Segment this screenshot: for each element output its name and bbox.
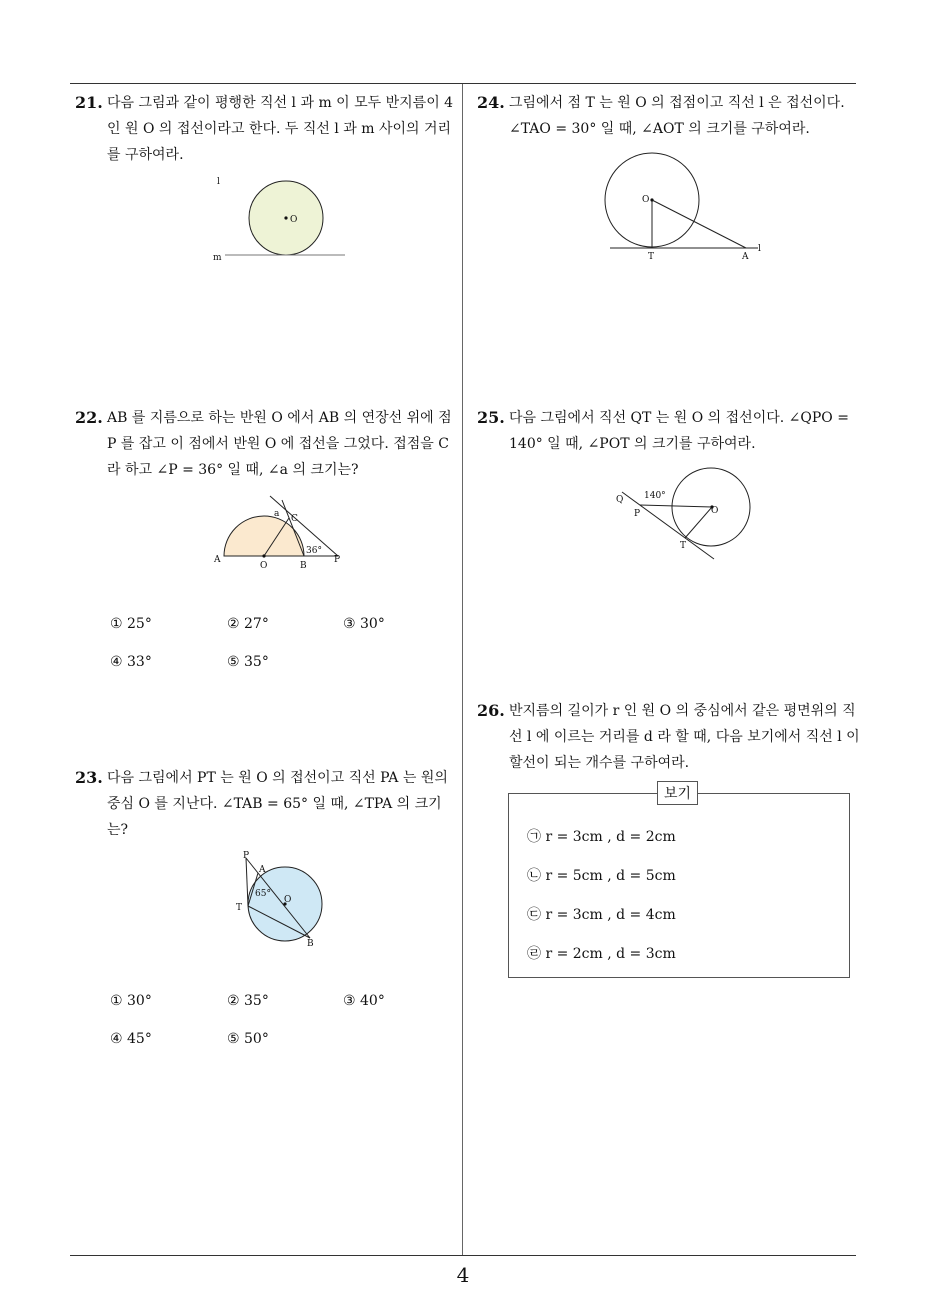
column-divider — [462, 84, 463, 1256]
question-number: 25. — [477, 408, 505, 427]
bogi-box — [508, 793, 850, 978]
angle-65: 65° — [255, 889, 271, 899]
tangent-pt — [246, 858, 248, 906]
label-o: O — [260, 561, 268, 571]
question-26 — [477, 698, 862, 776]
label-p: P — [334, 555, 341, 565]
angle-140: 140° — [644, 491, 666, 501]
label-o: O — [711, 506, 719, 516]
label-c: C — [291, 514, 298, 524]
choice-4[interactable]: ④ 33° — [110, 654, 152, 670]
center-dot — [650, 198, 653, 201]
label-t: T — [648, 252, 655, 262]
question-21 — [75, 90, 460, 168]
label-o: O — [290, 215, 298, 225]
line-ot — [685, 507, 712, 538]
q21-figure — [205, 172, 355, 267]
question-text: 다음 그림에서 PT 는 원 O 의 접선이고 직선 PA 는 원의 중심 O 를 지난다. ∠TAB = 65° 일 때, ∠TPA 의 크기는? — [107, 770, 448, 838]
bogi-item-1: ㉠ r = 3cm , d = 2cm — [527, 829, 676, 845]
question-text: 그림에서 점 T 는 원 O 의 접점이고 직선 l 은 접선이다. ∠TAO = 30° 일 때, ∠AOT 의 크기를 구하여라. — [509, 95, 845, 137]
question-text: 다음 그림에서 직선 QT 는 원 O 의 접선이다. ∠QPO = 140° 일 때, ∠POT 의 크기를 구하여라. — [509, 410, 849, 452]
choice-5[interactable]: ⑤ 35° — [227, 654, 269, 670]
bogi-item-4: ㉣ r = 2cm , d = 3cm — [527, 946, 676, 962]
center-dot — [284, 216, 287, 219]
q22-figure — [210, 490, 350, 575]
angle-36: 36° — [306, 546, 322, 556]
label-o: O — [284, 895, 292, 905]
label-b: B — [300, 561, 307, 571]
bogi-title: 보기 — [657, 781, 698, 805]
question-text: AB 를 지름으로 하는 반원 O 에서 AB 의 연장선 위에 점 P 를 잡고 이 점에서 반원 O 에 접선을 그었다. 접점을 C 라 하고 ∠P = 36° 일 때, ∠a 의 크기는? — [107, 410, 452, 478]
bottom-rule — [70, 1255, 856, 1256]
label-q: Q — [616, 495, 624, 505]
top-rule — [70, 83, 856, 84]
question-23 — [75, 765, 460, 843]
label-m: m — [213, 253, 222, 263]
label-t: T — [236, 903, 243, 913]
question-text: 반지름의 길이가 r 인 원 O 의 중심에서 같은 평면위의 직선 l 에 이르는 거리를 d 라 할 때, 다음 보기에서 직선 l 이 할선이 되는 개수를 구하여라. — [509, 703, 860, 771]
line-oa — [652, 200, 746, 248]
choice-1[interactable]: ① 30° — [110, 993, 152, 1009]
q24-figure — [598, 150, 773, 265]
choice-4[interactable]: ④ 45° — [110, 1031, 152, 1047]
label-b: B — [307, 939, 314, 949]
choice-3[interactable]: ③ 40° — [343, 993, 385, 1009]
choice-2[interactable]: ② 27° — [227, 616, 269, 632]
question-text: 다음 그림과 같이 평행한 직선 l 과 m 이 모두 반지름이 4 인 원 O 의 접선이라고 한다. 두 직선 l 과 m 사이의 거리를 구하여라. — [107, 95, 454, 163]
question-number: 26. — [477, 701, 505, 720]
question-22 — [75, 405, 460, 483]
tangent-qt — [622, 492, 714, 559]
q25-figure — [612, 462, 757, 562]
bogi-item-3: ㉢ r = 3cm , d = 4cm — [527, 907, 676, 923]
page-number: 4 — [456, 1263, 470, 1287]
q23-figure — [230, 848, 340, 953]
question-number: 22. — [75, 408, 103, 427]
angle-a: a — [274, 509, 280, 519]
question-number: 21. — [75, 93, 103, 112]
question-number: 24. — [477, 93, 505, 112]
label-p: P — [634, 509, 641, 519]
choice-5[interactable]: ⑤ 50° — [227, 1031, 269, 1047]
center-dot — [262, 554, 265, 557]
label-a: A — [214, 555, 221, 565]
label-a: A — [742, 252, 749, 262]
label-o: O — [642, 195, 650, 205]
label-l: l — [217, 177, 220, 187]
label-p: P — [243, 851, 250, 861]
question-number: 23. — [75, 768, 103, 787]
choice-2[interactable]: ② 35° — [227, 993, 269, 1009]
question-25 — [477, 405, 862, 457]
label-a: A — [259, 865, 266, 875]
line-po — [640, 505, 712, 507]
choice-3[interactable]: ③ 30° — [343, 616, 385, 632]
label-l: l — [758, 244, 761, 254]
label-t: T — [680, 541, 687, 551]
bogi-item-2: ㉡ r = 5cm , d = 5cm — [527, 868, 676, 884]
choice-1[interactable]: ① 25° — [110, 616, 152, 632]
question-24 — [477, 90, 862, 142]
